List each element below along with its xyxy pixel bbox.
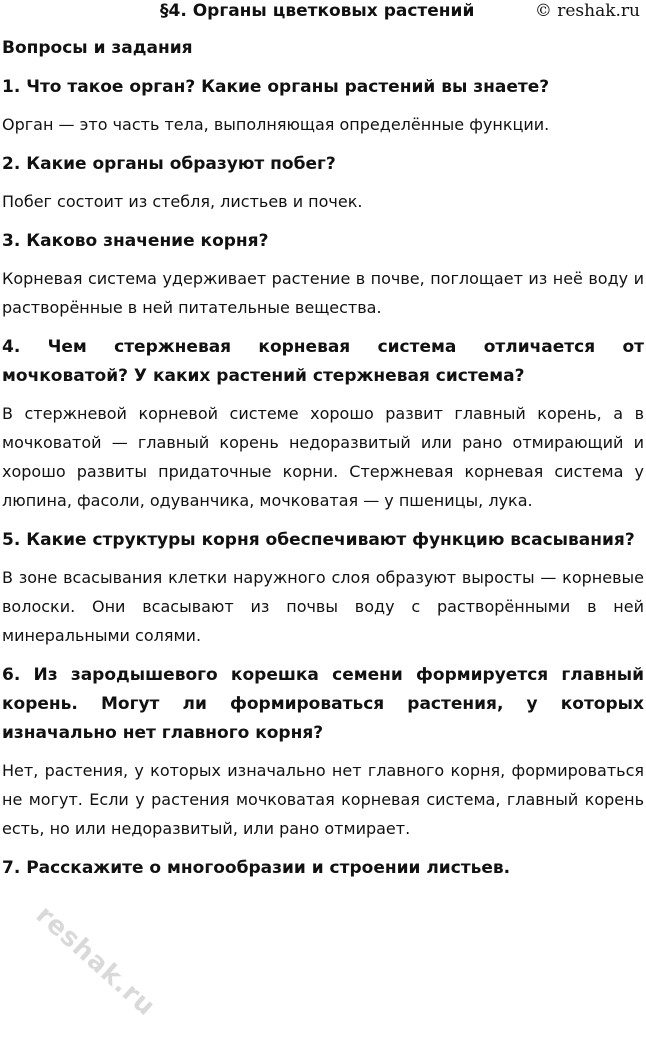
content: [2, 34, 644, 891]
answer-3: Корневая система удерживает растение в почве, поглощает из неё воду и растворённые в ней питательные вещества.: [2, 269, 644, 317]
question-3: 3. Каково значение корня?: [2, 231, 269, 251]
section-heading: Вопросы и задания: [2, 38, 193, 58]
question-4: 4. Чем стержневая корневая система отличается от мочковатой? У каких растений стержневая система?: [2, 337, 644, 386]
watermark: reshak.ru: [29, 900, 162, 1023]
page-header: [0, 0, 646, 26]
answer-2: Побег состоит из стебля, листьев и почек.: [2, 192, 363, 211]
question-2: 2. Какие органы образуют побег?: [2, 154, 336, 174]
question-5: 5. Какие структуры корня обеспечивают функцию всасывания?: [2, 530, 635, 550]
answer-6: Нет, растения, у которых изначально нет главного корня, формироваться не могут. Если у растения мочковатая корневая система, главный корень есть, но или недоразвитый, или рано отмирает.: [2, 761, 644, 838]
answer-5: В зоне всасывания клетки наружного слоя образуют выросты — корневые волоски. Они всасывают из почвы воду с растворёнными в ней минеральными солями.: [2, 568, 644, 645]
chapter-title: §4. Органы цветковых растений: [160, 1, 475, 21]
question-6: 6. Из зародышевого корешка семени формируется главный корень. Могут ли формироваться растения, у которых изначально нет главного корня?: [2, 665, 644, 743]
question-7: 7. Расскажите о многообразии и строении листьев.: [2, 858, 511, 878]
answer-4: В стержневой корневой системе хорошо развит главный корень, а в мочковатой — главный корень недоразвитый или рано отмирающий и хорошо развиты придаточные корни. Стержневая корневая система у люпина, фасоли, одуванчика, мочковатая — у пшеницы, лука.: [2, 404, 644, 510]
answer-1: Орган — это часть тела, выполняющая определённые функции.: [2, 115, 550, 134]
site-credit: © reshak.ru: [534, 1, 640, 21]
question-1: 1. Что такое орган? Какие органы растений вы знаете?: [2, 77, 550, 97]
